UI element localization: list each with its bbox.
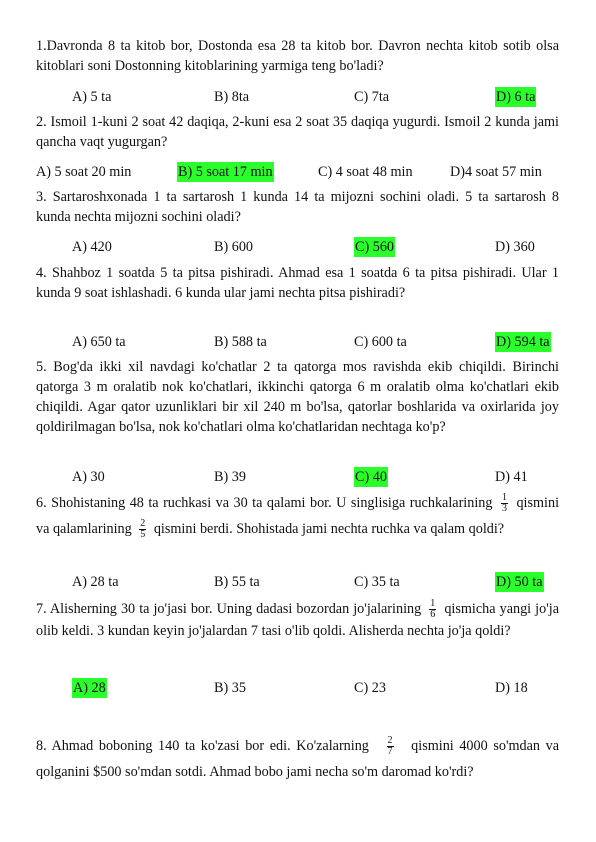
question-8-text — [36, 733, 559, 785]
option-d-highlighted: D) 50 ta — [496, 574, 543, 590]
fraction-one-third — [501, 493, 508, 514]
fraction-denominator: 5 — [140, 529, 146, 541]
option-c: C) 35 ta — [354, 574, 400, 590]
option-c: C) 4 soat 48 min — [318, 164, 413, 180]
option-c: C) 600 ta — [354, 334, 407, 350]
option-d-highlighted: D) 594 ta — [496, 334, 550, 350]
option-d: D)4 soat 57 min — [450, 164, 542, 180]
option-b: B) 39 — [214, 469, 246, 485]
fraction-numerator: 2 — [387, 735, 393, 747]
option-c-highlighted: C) 560 — [355, 239, 395, 255]
option-a: A) 650 ta — [72, 334, 126, 350]
fraction-numerator: 2 — [140, 518, 146, 530]
fraction-denominator: 7 — [387, 746, 393, 758]
option-a: A) 5 soat 20 min — [36, 164, 132, 180]
question-4-options — [36, 332, 559, 354]
question-8-text-part-a: 8. Ahmad boboning 140 ta ko'zasi bor edi. Ko'zalarning — [36, 738, 369, 754]
question-6-text — [36, 490, 559, 542]
option-c: C) 7ta — [354, 89, 390, 105]
question-7-text — [36, 598, 559, 642]
option-a-highlighted: A) 28 — [73, 680, 106, 696]
question-6-options — [36, 572, 559, 594]
question-2-options — [36, 162, 559, 184]
question-7-options — [36, 678, 559, 700]
fraction-numerator: 1 — [430, 598, 436, 610]
fraction-two-fifths — [139, 519, 146, 540]
fraction-numerator: 1 — [501, 492, 507, 504]
fraction-two-sevenths — [387, 736, 394, 757]
fraction-one-sixth — [429, 599, 436, 620]
question-5-text: 5. Bog'da ikki xil navdagi ko'chatlar 2 ta qatorga mos ravishda ekib chiqildi. Birinchi qatorga 3 m oralatib nok ko'chatlari, ikkinchi qatorga 6 m oralatib olma ko'chatlari ekib chiqildi. Agar qator uzunliklari bir xil 240 m bo'lsa, qatorlar boshlarida va oxirlarida joy qoldirilmagan bo'lsa, nok ko'chatlari olma ko'chatlaridan nechtaga ko'p? — [36, 359, 559, 435]
option-a: A) 28 ta — [72, 574, 119, 590]
option-c-highlighted: C) 40 — [355, 469, 387, 485]
option-d: D) 18 — [495, 680, 528, 696]
fraction-denominator: 6 — [430, 609, 436, 621]
fraction-denominator: 3 — [501, 503, 507, 515]
question-8-text-part-b: qismini 4000 so'mdan va qolganini $500 so'mdan sotdi. Ahmad bobo jami necha so'm daromad ko'rdi? — [36, 738, 560, 780]
option-b: B) 588 ta — [214, 334, 267, 350]
option-b-highlighted: B) 5 soat 17 min — [178, 164, 273, 180]
question-3-options — [36, 237, 559, 259]
option-a: A) 5 ta — [72, 89, 112, 105]
question-1-options — [36, 87, 559, 109]
option-b: B) 8ta — [214, 89, 250, 105]
option-b: B) 35 — [214, 680, 246, 696]
option-d: D) 41 — [495, 469, 528, 485]
question-2-text: 2. Ismoil 1-kuni 2 soat 42 daqiqa, 2-kuni esa 2 soat 35 daqiqa yugurdi. Ismoil 2 kunda jami qancha vaqt yugurgan? — [36, 114, 559, 150]
option-a: A) 30 — [72, 469, 105, 485]
question-6-text-part-c: qismini berdi. Shohistada jami nechta ruchka va qalam qoldi? — [153, 521, 505, 537]
option-b: B) 55 ta — [214, 574, 260, 590]
question-4-text: 4. Shahboz 1 soatda 5 ta pitsa pishiradi. Ahmad esa 1 soatda 6 ta pitsa pishiradi. Ular 1 kunda 9 soat ishlashadi. 6 kunda ular jami nechta pitsa pishiradi? — [36, 265, 559, 301]
question-7-text-part-a: 7. Alisherning 30 ta jo'jasi bor. Uning dadasi bozordan jo'jalarining — [36, 601, 422, 617]
option-b: B) 600 — [214, 239, 254, 255]
option-d: D) 360 — [495, 239, 535, 255]
question-6-text-part-b: qismini va qalamlarining — [36, 495, 560, 537]
option-d-highlighted: D) 6 ta — [496, 89, 536, 105]
option-c: C) 23 — [354, 680, 386, 696]
question-6-text-part-a: 6. Shohistaning 48 ta ruchkasi va 30 ta qalami bor. U singlisiga ruchkalarining — [36, 495, 493, 511]
question-1-text: 1.Davronda 8 ta kitob bor, Dostonda esa 28 ta kitob bor. Davron nechta kitob sotib olsa kitoblari soni Dostonning kitoblarining yarmiga teng bo'ladi? — [36, 38, 559, 74]
question-5-options — [36, 467, 559, 489]
question-7-text-part-b: qismicha yangi jo'ja olib keldi. 3 kundan keyin jo'jalardan 7 tasi o'lib qoldi. Alisherda nechta jo'ja qoldi? — [36, 601, 560, 640]
question-3-text: 3. Sartaroshxonada 1 ta sartarosh 1 kunda 14 ta mijozni sochini oladi. 5 ta sartarosh 8 kunda nechta mijozni sochini oladi? — [36, 189, 559, 225]
option-a: A) 420 — [72, 239, 112, 255]
